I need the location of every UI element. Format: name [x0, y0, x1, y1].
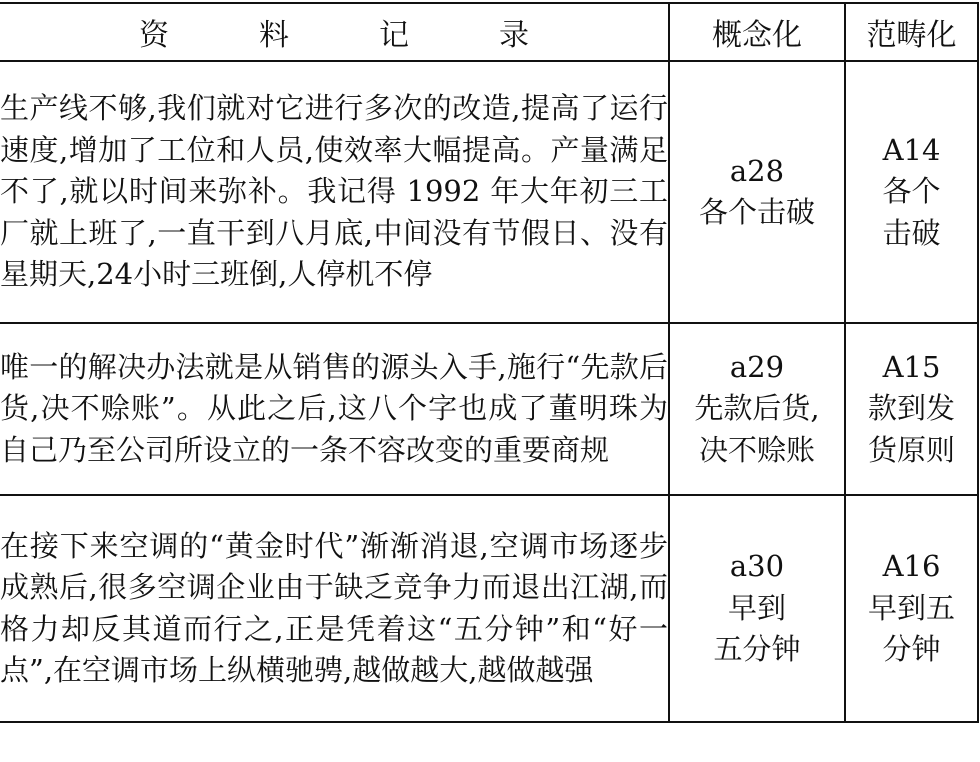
- header-record: [0, 3, 669, 61]
- header-concept: 概念化: [669, 3, 845, 61]
- coding-table: [0, 2, 979, 723]
- table-header-row: [0, 3, 978, 61]
- concept-label-line: 先款后货,: [694, 391, 820, 426]
- header-category: 范畴化: [845, 3, 978, 61]
- material-cell: 唯一的解决办法就是从销售的源头入手,施行“先款后货,决不赊账”。从此之后,这八个字也成了董明珠为自己乃至公司所设立的一条不容改变的重要商规: [0, 323, 669, 495]
- concept-code: a29: [729, 349, 785, 384]
- concept-cell: [669, 495, 845, 722]
- concept-code: a28: [729, 153, 785, 188]
- concept-cell: [669, 323, 845, 495]
- category-label-line: 击破: [882, 215, 941, 250]
- category-code: A14: [882, 132, 941, 167]
- material-cell: 生产线不够,我们就对它进行多次的改造,提高了运行速度,增加了工位和人员,使效率大幅提高。产量满足不了,就以时间来弥补。我记得 1992 年大年初三工厂就上班了,一直干到八月底,中间没有节假日、没有星期天,24小时三班倒,人停机不停: [0, 61, 669, 323]
- category-label-line: 款到发: [867, 391, 955, 426]
- category-label-line: 各个: [882, 174, 941, 209]
- concept-label-line: 各个击破: [698, 195, 815, 229]
- category-label-line: 分钟: [882, 632, 941, 667]
- concept-cell: [669, 61, 845, 323]
- table-row: [0, 61, 978, 323]
- category-code: A16: [882, 549, 941, 584]
- category-cell: [845, 495, 978, 722]
- category-label-line: 货原则: [867, 432, 955, 467]
- table-row: [0, 323, 978, 495]
- category-cell: [845, 61, 978, 323]
- concept-code: a30: [729, 549, 785, 584]
- category-code: A15: [882, 349, 941, 384]
- category-label-line: 早到五: [867, 590, 955, 625]
- material-cell: 在接下来空调的“黄金时代”渐渐消退,空调市场逐步成熟后,很多空调企业由于缺乏竞争力而退出江湖,而格力却反其道而行之,正是凭着这“五分钟”和“好一点”,在空调市场上纵横驰骋,越做越大,越做越强: [0, 495, 669, 722]
- concept-label-line: 五分钟: [713, 632, 801, 667]
- concept-label-line: 早到: [727, 590, 786, 625]
- concept-label-line: 决不赊账: [698, 432, 815, 467]
- table-row: [0, 495, 978, 722]
- category-cell: [845, 323, 978, 495]
- header-record-label: 资料记录: [139, 18, 619, 53]
